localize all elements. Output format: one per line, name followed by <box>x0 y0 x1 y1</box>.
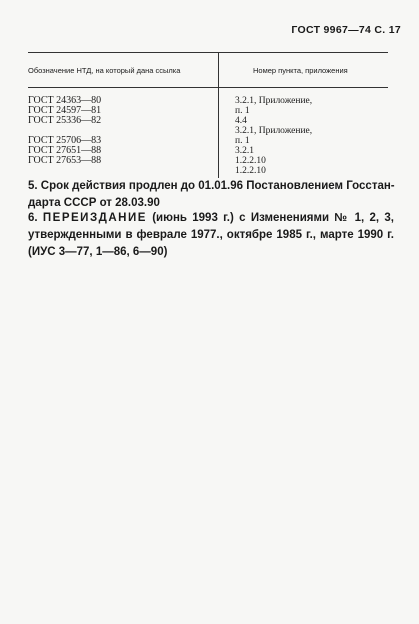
paragraph6-line3: (ИУС 3—77, 1—86, 6—90) <box>28 246 168 258</box>
clause-reference: 3.2.1 <box>235 146 254 156</box>
table-header <box>28 52 388 88</box>
paragraph6-line1-rest: (июнь 1993 г.) с Изменениями № 1, 2, 3, <box>152 212 394 224</box>
document-code: ГОСТ 24363—80 <box>28 95 102 106</box>
reference-table <box>28 52 388 178</box>
document-code: ГОСТ 27651—88 <box>28 145 102 156</box>
document-code: ГОСТ 24597—81 <box>28 105 102 116</box>
document-code: ГОСТ 27653—88 <box>28 155 102 166</box>
reissue-label: ПЕРЕИЗДАНИЕ <box>42 212 147 224</box>
clause-reference: 1.2.2.10 <box>235 166 266 176</box>
paragraph6-line2: утвержденными в феврале 1977., октябре 1985 г., марте 1990 г. <box>28 229 394 241</box>
paragraph6-number: 6. <box>28 212 38 224</box>
clause-reference: 3.2.1, Приложение, <box>235 126 313 136</box>
column-header-clause: Номер пункта, приложения <box>218 53 388 87</box>
document-code: ГОСТ 25706—83 <box>28 135 102 146</box>
clause-column <box>218 88 388 178</box>
paragraph5-line1: 5. Срок действия продлен до 01.01.96 Постановлением Госстан- <box>28 180 395 192</box>
clause-reference: 4.4 <box>235 116 247 126</box>
paragraph-reissue <box>28 210 394 261</box>
document-code: ГОСТ 25336—82 <box>28 115 102 126</box>
paragraph6-line1 <box>28 210 394 227</box>
clause-reference: 3.2.1, Приложение, <box>235 96 313 106</box>
column-header-document: Обозначение НТД, на который дана ссылка <box>28 65 181 75</box>
clause-reference: п. 1 <box>235 136 250 146</box>
document-column <box>28 88 218 178</box>
clause-reference: п. 1 <box>235 106 250 116</box>
paragraph-validity-extension <box>28 178 394 212</box>
paragraph5-line2: дарта СССР от 28.03.90 <box>28 197 160 209</box>
page-header: ГОСТ 9967—74 С. 17 <box>291 24 401 36</box>
clause-reference: 1.2.2.10 <box>235 156 266 166</box>
table-body <box>28 88 388 178</box>
